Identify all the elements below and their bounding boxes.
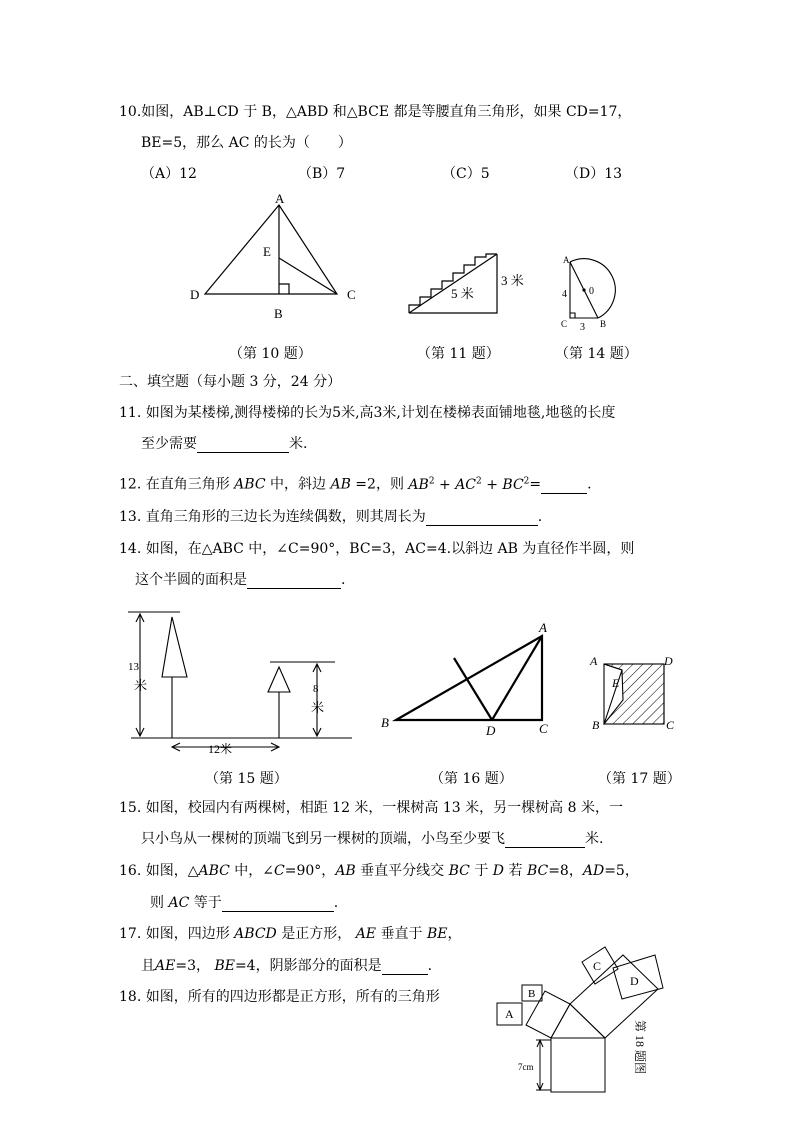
fig17-label-e: E: [612, 676, 620, 690]
fig10-diagram: [205, 205, 337, 294]
fig16-label-d: D: [486, 723, 496, 738]
fig14-caption: （第 14 题）: [555, 346, 638, 362]
fig10-label-c: C: [347, 287, 356, 302]
fig18-label-b: B: [528, 988, 536, 1000]
fig14-label-3: 3: [580, 322, 585, 333]
q10-line2: BE=5，那么 AC 的长为（ ）: [141, 135, 352, 151]
fig14-center: [582, 288, 585, 291]
fig16-label-a: A: [539, 620, 547, 635]
fig17-caption: （第 17 题）: [598, 771, 681, 787]
fig14-label-o: 0: [589, 286, 594, 297]
q10-option-c: （C）5: [442, 166, 490, 182]
fig16-label-b: B: [381, 715, 389, 730]
q11-line2: 至少需要 米.: [141, 436, 308, 452]
fig15-diagram: [128, 612, 352, 751]
fig17-diagram: [604, 664, 664, 724]
fig10-caption: （第 10 题）: [229, 346, 312, 362]
fig11-caption: （第 11 题）: [417, 346, 500, 362]
fig14-label-c: C: [561, 319, 568, 329]
fig17-label-d: D: [664, 654, 673, 668]
section-heading: 二、填空题（每小题 3 分，24 分）: [119, 374, 342, 390]
q13: 13. 直角三角形的三边长为连续偶数，则其周长为 .: [119, 509, 543, 525]
fig16-label-c: C: [539, 721, 548, 736]
fig14-label-b: B: [600, 319, 607, 329]
q10-line1: 10.如图，AB⊥CD 于 B，△ABD 和△BCE 都是等腰直角三角形，如果 CD=17，: [119, 104, 632, 120]
fig11-diagram: [409, 254, 497, 313]
fig17-label-b: B: [592, 718, 600, 732]
q11-line1: 11. 如图为某楼梯,测得楼梯的长为5米,高3米,计划在楼梯表面铺地毯,地毯的长度: [119, 405, 616, 421]
fig10-label-a: A: [275, 191, 285, 206]
fig15-label-8: 8: [313, 683, 319, 695]
q16-line2: 则 AC 等于 .: [150, 895, 339, 911]
fig17-label-a: A: [590, 654, 598, 668]
fig18-label-d: D: [630, 974, 639, 988]
fig15-caption: （第 15 题）: [205, 771, 288, 787]
fig10-label-d: D: [190, 287, 200, 302]
fig18-caption: 第 18 题图: [633, 1020, 647, 1075]
fig10-label-e: E: [263, 244, 271, 259]
q17-line1: 17. 如图，四边形 ABCD 是正方形， AE 垂直于 BE，: [119, 926, 462, 942]
fig15-label-12: 12米: [208, 742, 233, 756]
fig14-label-4: 4: [562, 289, 567, 300]
fig16-diagram: [396, 636, 542, 720]
fig11-label-5m: 5 米: [451, 286, 474, 301]
fig17-label-c: C: [666, 718, 675, 732]
fig15-label-mi-b: 米: [311, 700, 325, 715]
fig10-label-b: B: [274, 306, 283, 321]
q14-line1: 14. 如图，在△ABC 中，∠C=90°，BC=3，AC=4.以斜边 AB 为直径作半圆，则: [119, 541, 635, 557]
fig18-label-c: C: [593, 959, 602, 973]
fig11-label-3m: 3 米: [501, 273, 524, 288]
q15-line1: 15. 如图，校园内有两棵树，相距 12 米，一棵树高 13 米，另一棵树高 8 米，一: [119, 800, 623, 816]
q10-option-d: （D）13: [565, 166, 623, 182]
fig16-caption: （第 16 题）: [430, 771, 513, 787]
q12-expression: $AB^2 + AC^2 + BC^2$: [408, 476, 530, 493]
fig18-label-a: A: [505, 1007, 514, 1021]
q12: 12. 在直角三角形 ABC 中，斜边 AB =2，则 $AB^2 + AC^2 + BC^2=$ .: [119, 476, 592, 493]
q15-line2: 只小鸟从一棵树的顶端飞到另一棵树的顶端，小鸟至少要飞 米.: [141, 831, 604, 847]
q17-line2: 且AE=3， BE=4，阴影部分的面积是 .: [141, 958, 433, 974]
q10-option-b: （B）7: [298, 166, 346, 182]
q10-option-a: （A）12: [141, 166, 197, 182]
q16-line1: 16. 如图，△ABC 中，∠C=90°，AB 垂直平分线交 BC 于 D 若 BC=8，AD=5，: [119, 863, 639, 879]
fig14-label-a: A: [563, 255, 570, 265]
q18-line1: 18. 如图，所有的四边形都是正方形，所有的三角形: [119, 989, 440, 1005]
fig18-label-7cm: 7cm: [518, 1062, 534, 1072]
fig15-label-mi-a: 米: [134, 678, 148, 693]
fig15-label-13: 13: [128, 661, 139, 673]
q14-line2: 这个半圆的面积是 .: [135, 572, 346, 588]
